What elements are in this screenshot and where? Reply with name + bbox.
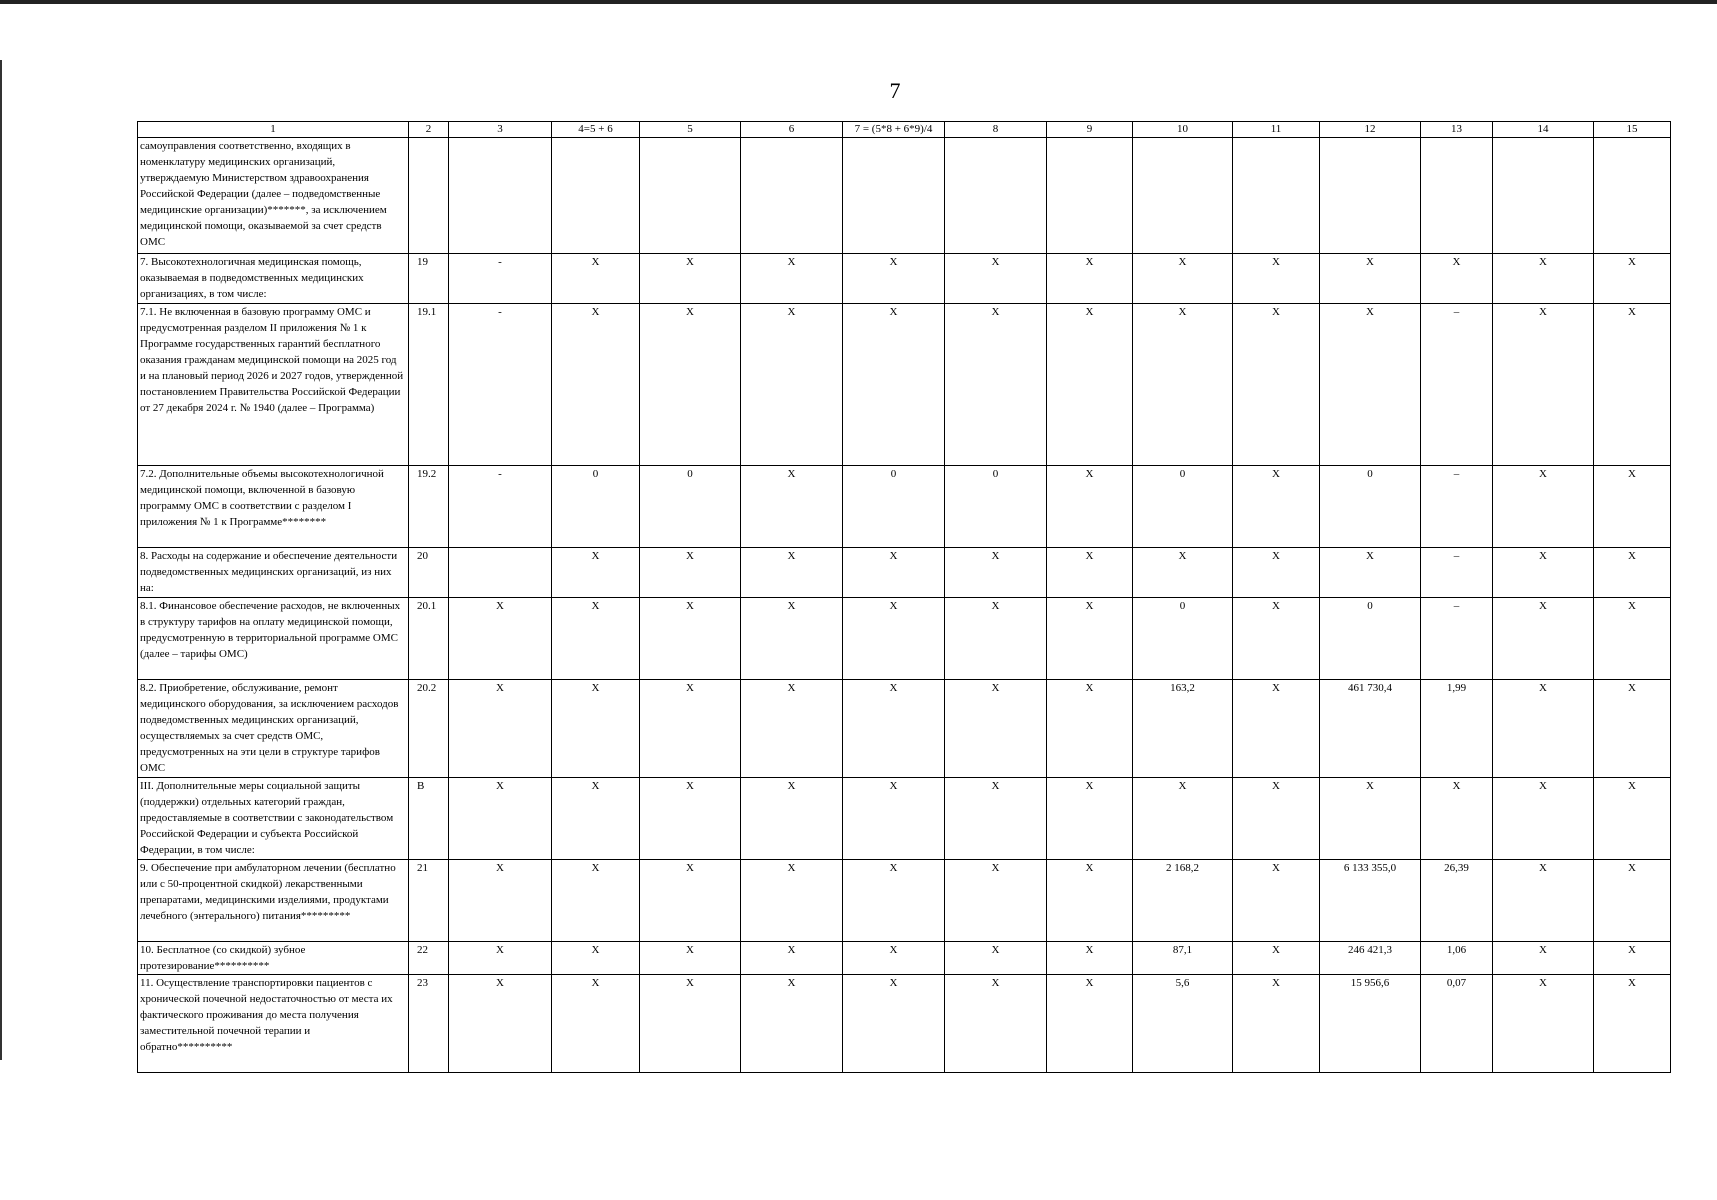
value-cell: X bbox=[1133, 548, 1233, 598]
row-label: 8.2. Приобретение, обслуживание, ремонт медицинского оборудования, за исключением расходов подведомственных медицинских организаций, осуществляемых за счет средств ОМС, предусмотренных на эти цели в структуре тарифов ОМС bbox=[138, 680, 409, 778]
value-cell: X bbox=[1047, 942, 1133, 975]
value-cell: 0,07 bbox=[1421, 975, 1493, 1073]
value-cell: X bbox=[1594, 860, 1671, 942]
value-cell: X bbox=[843, 548, 945, 598]
value-cell: X bbox=[552, 254, 640, 304]
value-cell: 0 bbox=[1133, 466, 1233, 548]
header-cell: 9 bbox=[1047, 122, 1133, 138]
value-cell: X bbox=[945, 254, 1047, 304]
value-cell: X bbox=[1594, 254, 1671, 304]
value-cell: 1,99 bbox=[1421, 680, 1493, 778]
value-cell: X bbox=[1493, 598, 1594, 680]
row-label: самоуправления соответственно, входящих в номенклатуру медицинских организаций, утверждаемую Министерством здравоохранения Российской Федерации (далее – подведомственные медицинские организации)*******, за исключением медицинской помощи, оказываемой за счет средств ОМС bbox=[138, 138, 409, 254]
value-cell bbox=[1233, 138, 1320, 254]
value-cell: X bbox=[741, 942, 843, 975]
table-row bbox=[138, 860, 1671, 942]
value-cell: X bbox=[1594, 680, 1671, 778]
row-label: III. Дополнительные меры социальной защиты (поддержки) отдельных категорий граждан, предоставляемые в соответствии с законодательством Российской Федерации и субъекта Российской Федерации, в том числе: bbox=[138, 778, 409, 860]
value-cell bbox=[449, 548, 552, 598]
value-cell: X bbox=[1047, 680, 1133, 778]
value-cell: 26,39 bbox=[1421, 860, 1493, 942]
value-cell: X bbox=[1493, 778, 1594, 860]
value-cell: X bbox=[1047, 254, 1133, 304]
value-cell: X bbox=[843, 975, 945, 1073]
table-row bbox=[138, 304, 1671, 466]
header-cell: 8 bbox=[945, 122, 1047, 138]
value-cell: X bbox=[640, 598, 741, 680]
value-cell: 1,06 bbox=[1421, 942, 1493, 975]
value-cell: X bbox=[945, 598, 1047, 680]
value-cell: X bbox=[741, 254, 843, 304]
value-cell: X bbox=[741, 680, 843, 778]
financing-table bbox=[137, 121, 1671, 1073]
value-cell: 0 bbox=[552, 466, 640, 548]
value-cell: X bbox=[1047, 860, 1133, 942]
value-cell: 0 bbox=[945, 466, 1047, 548]
value-cell: X bbox=[640, 548, 741, 598]
value-cell: X bbox=[552, 942, 640, 975]
value-cell: – bbox=[1421, 548, 1493, 598]
value-cell: X bbox=[449, 860, 552, 942]
value-cell: 6 133 355,0 bbox=[1320, 860, 1421, 942]
value-cell: X bbox=[1493, 942, 1594, 975]
row-code: 19 bbox=[409, 254, 449, 304]
value-cell: X bbox=[1320, 548, 1421, 598]
table-row bbox=[138, 778, 1671, 860]
row-code: 20.1 bbox=[409, 598, 449, 680]
header-cell: 13 bbox=[1421, 122, 1493, 138]
value-cell: X bbox=[1133, 254, 1233, 304]
header-cell: 7 = (5*8 + 6*9)/4 bbox=[843, 122, 945, 138]
value-cell: X bbox=[741, 975, 843, 1073]
value-cell: X bbox=[640, 860, 741, 942]
header-cell: 3 bbox=[449, 122, 552, 138]
value-cell: X bbox=[640, 304, 741, 466]
table-row bbox=[138, 680, 1671, 778]
value-cell: 0 bbox=[1320, 466, 1421, 548]
value-cell: X bbox=[945, 975, 1047, 1073]
value-cell: X bbox=[843, 942, 945, 975]
value-cell: X bbox=[843, 680, 945, 778]
value-cell: X bbox=[1493, 975, 1594, 1073]
value-cell: X bbox=[552, 548, 640, 598]
header-cell: 11 bbox=[1233, 122, 1320, 138]
value-cell: X bbox=[741, 466, 843, 548]
value-cell: X bbox=[640, 778, 741, 860]
value-cell bbox=[449, 138, 552, 254]
value-cell: X bbox=[1320, 778, 1421, 860]
value-cell bbox=[741, 138, 843, 254]
table-row bbox=[138, 466, 1671, 548]
value-cell: X bbox=[1594, 778, 1671, 860]
header-cell: 5 bbox=[640, 122, 741, 138]
value-cell bbox=[1493, 138, 1594, 254]
value-cell: X bbox=[1233, 254, 1320, 304]
value-cell: X bbox=[1493, 680, 1594, 778]
value-cell: X bbox=[1320, 254, 1421, 304]
value-cell: X bbox=[1594, 975, 1671, 1073]
header-cell: 10 bbox=[1133, 122, 1233, 138]
table-row bbox=[138, 254, 1671, 304]
row-code: B bbox=[409, 778, 449, 860]
row-label: 7.2. Дополнительные объемы высокотехнологичной медицинской помощи, включенной в базовую программу ОМС в соответствии с разделом I приложения № 1 к Программе******** bbox=[138, 466, 409, 548]
header-cell: 12 bbox=[1320, 122, 1421, 138]
value-cell: X bbox=[449, 942, 552, 975]
value-cell bbox=[1133, 138, 1233, 254]
value-cell: – bbox=[1421, 598, 1493, 680]
value-cell: 0 bbox=[640, 466, 741, 548]
value-cell: X bbox=[1133, 304, 1233, 466]
header-cell: 2 bbox=[409, 122, 449, 138]
value-cell: X bbox=[1047, 975, 1133, 1073]
value-cell: X bbox=[843, 778, 945, 860]
value-cell: X bbox=[1594, 598, 1671, 680]
row-code: 19.1 bbox=[409, 304, 449, 466]
value-cell: X bbox=[552, 778, 640, 860]
row-code: 21 bbox=[409, 860, 449, 942]
value-cell: X bbox=[552, 304, 640, 466]
value-cell: X bbox=[1133, 778, 1233, 860]
value-cell: X bbox=[449, 778, 552, 860]
scan-left-edge bbox=[0, 60, 2, 1060]
value-cell: X bbox=[741, 778, 843, 860]
value-cell: 87,1 bbox=[1133, 942, 1233, 975]
value-cell: X bbox=[1493, 860, 1594, 942]
value-cell: – bbox=[1421, 304, 1493, 466]
table-row bbox=[138, 942, 1671, 975]
value-cell: X bbox=[843, 598, 945, 680]
value-cell: X bbox=[1233, 975, 1320, 1073]
value-cell: X bbox=[1047, 598, 1133, 680]
value-cell: X bbox=[1594, 548, 1671, 598]
row-label: 9. Обеспечение при амбулаторном лечении (бесплатно или с 50-процентной скидкой) лекарственными препаратами, медицинскими изделиями, продуктами лечебного (энтерального) питания********* bbox=[138, 860, 409, 942]
value-cell bbox=[1594, 138, 1671, 254]
value-cell: - bbox=[449, 304, 552, 466]
header-cell: 1 bbox=[138, 122, 409, 138]
value-cell bbox=[1047, 138, 1133, 254]
value-cell: X bbox=[449, 680, 552, 778]
value-cell: X bbox=[1421, 778, 1493, 860]
value-cell: 15 956,6 bbox=[1320, 975, 1421, 1073]
value-cell: X bbox=[1421, 254, 1493, 304]
header-cell: 14 bbox=[1493, 122, 1594, 138]
value-cell: X bbox=[945, 548, 1047, 598]
header-cell: 6 bbox=[741, 122, 843, 138]
value-cell: X bbox=[1493, 304, 1594, 466]
value-cell: X bbox=[1233, 778, 1320, 860]
value-cell bbox=[1320, 138, 1421, 254]
value-cell: X bbox=[1233, 598, 1320, 680]
value-cell: X bbox=[1047, 778, 1133, 860]
value-cell: 2 168,2 bbox=[1133, 860, 1233, 942]
value-cell: X bbox=[741, 548, 843, 598]
row-label: 10. Бесплатное (со скидкой) зубное протезирование********** bbox=[138, 942, 409, 975]
value-cell: X bbox=[552, 598, 640, 680]
row-label: 7. Высокотехнологичная медицинская помощь, оказываемая в подведомственных медицинских организациях, в том числе: bbox=[138, 254, 409, 304]
value-cell: X bbox=[1493, 254, 1594, 304]
value-cell: X bbox=[1233, 860, 1320, 942]
value-cell: 461 730,4 bbox=[1320, 680, 1421, 778]
value-cell: - bbox=[449, 254, 552, 304]
page-number: 7 bbox=[889, 78, 901, 103]
value-cell: 0 bbox=[1320, 598, 1421, 680]
value-cell: X bbox=[640, 254, 741, 304]
value-cell: X bbox=[1493, 466, 1594, 548]
header-cell: 15 bbox=[1594, 122, 1671, 138]
value-cell: X bbox=[945, 680, 1047, 778]
table-row bbox=[138, 598, 1671, 680]
value-cell: X bbox=[945, 778, 1047, 860]
row-label: 11. Осуществление транспортировки пациентов с хронической почечной недостаточностью от места их фактического проживания до места получения заместительной почечной терапии и обратно********** bbox=[138, 975, 409, 1073]
value-cell: X bbox=[449, 975, 552, 1073]
value-cell: X bbox=[1594, 466, 1671, 548]
value-cell: – bbox=[1421, 466, 1493, 548]
value-cell: X bbox=[1047, 304, 1133, 466]
value-cell: X bbox=[1594, 942, 1671, 975]
row-code: 19.2 bbox=[409, 466, 449, 548]
row-label: 7.1. Не включенная в базовую программу ОМС и предусмотренная разделом II приложения № 1 к Программе государственных гарантий бесплатного оказания гражданам медицинской помощи на 2025 год и на плановый период 2026 и 2027 годов, утвержденной постановлением Правительства Российской Федерации от 27 декабря 2024 г. № 1940 (далее – Программа) bbox=[138, 304, 409, 466]
value-cell: X bbox=[640, 975, 741, 1073]
table-row bbox=[138, 138, 1671, 254]
value-cell: X bbox=[552, 975, 640, 1073]
value-cell: X bbox=[1233, 942, 1320, 975]
value-cell: X bbox=[741, 598, 843, 680]
value-cell: 0 bbox=[843, 466, 945, 548]
value-cell: X bbox=[741, 304, 843, 466]
value-cell: X bbox=[1233, 304, 1320, 466]
value-cell: X bbox=[741, 860, 843, 942]
value-cell: X bbox=[945, 304, 1047, 466]
header-cell: 4=5 + 6 bbox=[552, 122, 640, 138]
value-cell: X bbox=[1047, 548, 1133, 598]
table-row bbox=[138, 548, 1671, 598]
value-cell bbox=[945, 138, 1047, 254]
row-label: 8.1. Финансовое обеспечение расходов, не включенных в структуру тарифов на оплату медицинской помощи, предусмотренную в территориальной программе ОМС (далее – тарифы ОМС) bbox=[138, 598, 409, 680]
row-code: 20.2 bbox=[409, 680, 449, 778]
row-code bbox=[409, 138, 449, 254]
value-cell: X bbox=[1233, 680, 1320, 778]
value-cell: X bbox=[1594, 304, 1671, 466]
value-cell: X bbox=[1233, 466, 1320, 548]
value-cell: X bbox=[640, 680, 741, 778]
table-row bbox=[138, 975, 1671, 1073]
value-cell: X bbox=[552, 860, 640, 942]
value-cell: 0 bbox=[1133, 598, 1233, 680]
value-cell: X bbox=[1493, 548, 1594, 598]
value-cell bbox=[843, 138, 945, 254]
value-cell: X bbox=[552, 680, 640, 778]
row-code: 20 bbox=[409, 548, 449, 598]
row-code: 23 bbox=[409, 975, 449, 1073]
row-label: 8. Расходы на содержание и обеспечение деятельности подведомственных медицинских организаций, из них на: bbox=[138, 548, 409, 598]
value-cell bbox=[640, 138, 741, 254]
value-cell: X bbox=[843, 860, 945, 942]
value-cell bbox=[552, 138, 640, 254]
row-code: 22 bbox=[409, 942, 449, 975]
value-cell: X bbox=[1233, 548, 1320, 598]
value-cell bbox=[1421, 138, 1493, 254]
value-cell: 246 421,3 bbox=[1320, 942, 1421, 975]
value-cell: X bbox=[945, 860, 1047, 942]
value-cell: X bbox=[640, 942, 741, 975]
value-cell: X bbox=[1047, 466, 1133, 548]
value-cell: X bbox=[449, 598, 552, 680]
value-cell: X bbox=[1320, 304, 1421, 466]
column-number-row bbox=[138, 122, 1671, 138]
value-cell: 5,6 bbox=[1133, 975, 1233, 1073]
value-cell: X bbox=[843, 254, 945, 304]
value-cell: 163,2 bbox=[1133, 680, 1233, 778]
value-cell: X bbox=[945, 942, 1047, 975]
scan-top-edge bbox=[0, 0, 1717, 4]
value-cell: X bbox=[843, 304, 945, 466]
value-cell: - bbox=[449, 466, 552, 548]
